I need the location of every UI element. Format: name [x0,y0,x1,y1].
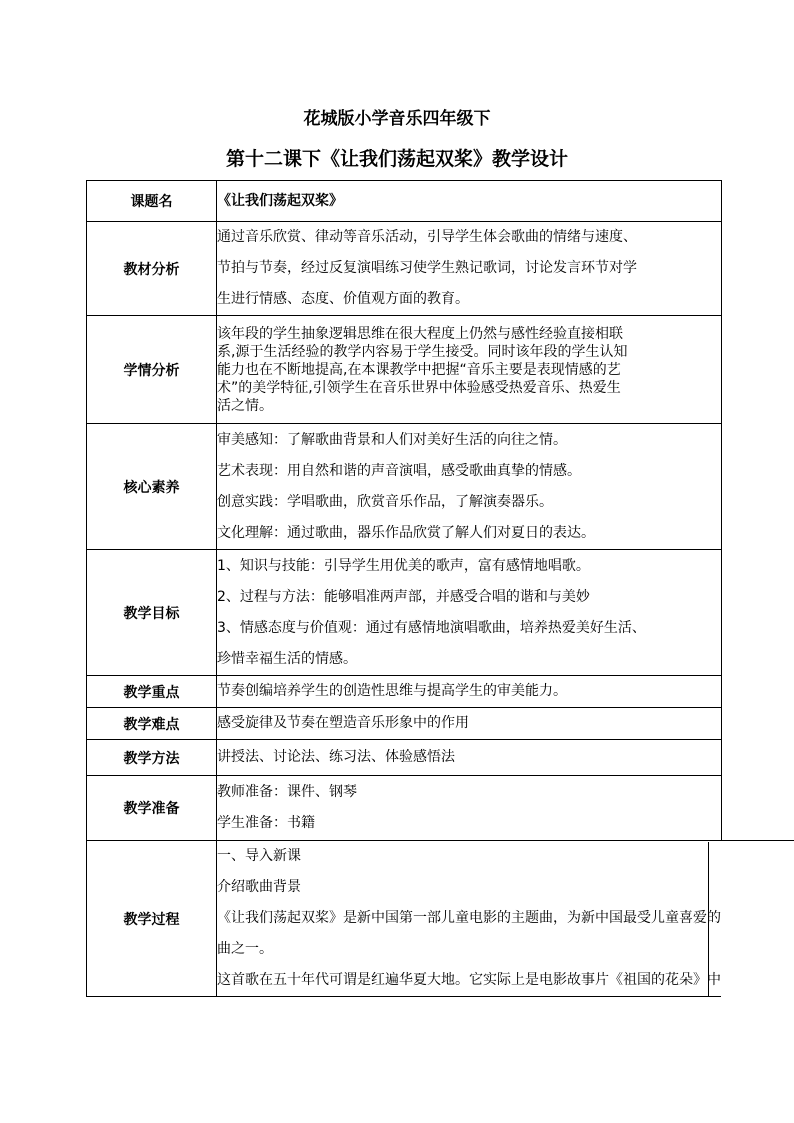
process-line: 《让我们荡起双桨》是新中国第一部儿童电影的主题曲，为新中国最受儿童喜爱的 [217,910,721,926]
table-row-method [87,740,722,776]
process-line: 曲之一。 [217,941,273,957]
table-row-process [87,841,722,997]
table-row-literacy [87,424,722,550]
value-process [217,841,722,997]
value-topic: 《让我们荡起双桨》 [217,181,722,222]
table-row-prep [87,776,722,841]
value-goals [217,550,722,676]
prep-line: 教师准备：课件、钢琴 [217,784,357,800]
table-row-material [87,222,722,316]
value-material [217,222,722,316]
lesson-plan-table [86,180,722,997]
label-literacy: 核心素养 [87,424,217,550]
label-students: 学情分析 [87,316,217,424]
students-line: 该年段的学生抽象逻辑思维在很大程度上仍然与感性经验直接相联 [217,325,623,342]
literacy-line: 审美感知：了解歌曲背景和人们对美好生活的向往之情。 [217,431,567,448]
literacy-line: 艺术表现：用自然和谐的声音演唱，感受歌曲真挚的情感。 [217,462,581,479]
students-line: 活之情。 [217,397,273,414]
value-students [217,316,722,424]
goals-line: 2、过程与方法：能够唱准两声部，并感受合唱的谐和与美妙 [217,588,590,605]
prep-line: 学生准备：书籍 [217,815,315,831]
process-line: 一、导入新课 [217,848,301,864]
students-line: 系,源于生活经验的教学内容易于学生接受。同时该年段的学生认知 [217,343,628,360]
doc-subtitle: 花城版小学音乐四年级下 [303,109,491,129]
process-line: 这首歌在五十年代可谓是红遍华夏大地。它实际上是电影故事片《祖国的花朵》中 [217,972,721,988]
table-edge-line [708,842,709,996]
material-line: 通过音乐欣赏、律动等音乐活动，引导学生体会歌曲的情绪与速度、 [217,229,637,245]
label-process: 教学过程 [87,841,217,997]
process-line: 介绍歌曲背景 [217,879,301,895]
table-row-keypoint [87,676,722,708]
value-keypoint: 节奏创编培养学生的创造性思维与提高学生的审美能力。 [217,676,722,708]
value-prep [217,776,722,841]
label-topic: 课题名 [87,181,217,222]
doc-title: 第十二课下《让我们荡起双桨》教学设计 [225,148,568,170]
literacy-line: 文化理解：通过歌曲，器乐作品欣赏了解人们对夏日的表达。 [217,524,595,541]
label-method: 教学方法 [87,740,217,776]
label-keypoint: 教学重点 [87,676,217,708]
value-difficulty: 感受旋律及节奏在塑造音乐形象中的作用 [217,708,722,740]
value-literacy [217,424,722,550]
material-line: 节拍与节奏，经过反复演唱练习使学生熟记歌词，讨论发言环节对学 [217,260,637,276]
literacy-line: 创意实践：学唱歌曲，欣赏音乐作品，了解演奏器乐。 [217,493,553,510]
students-line: 能力也在不断地提高,在本课教学中把握“音乐主要是表现情感的艺 [217,361,621,378]
label-prep: 教学准备 [87,776,217,841]
table-row-topic [87,181,722,222]
label-material: 教材分析 [87,222,217,316]
goals-line: 3、情感态度与价值观：通过有感情地演唱歌曲，培养热爱美好生活、 [217,619,646,636]
table-row-students [87,316,722,424]
table-row-difficulty [87,708,722,740]
label-difficulty: 教学难点 [87,708,217,740]
table-row-goals [87,550,722,676]
row-separator-extension [708,840,794,841]
value-method: 讲授法、讨论法、练习法、体验感悟法 [217,740,722,776]
label-goals: 教学目标 [87,550,217,676]
goals-line: 珍惜幸福生活的情感。 [217,650,357,667]
students-line: 术”的美学特征,引领学生在音乐世界中体验感受热爱音乐、热爱生 [217,379,621,396]
material-line: 生进行情感、态度、价值观方面的教育。 [217,291,469,307]
goals-line: 1、知识与技能：引导学生用优美的歌声，富有感情地唱歌。 [217,557,590,574]
